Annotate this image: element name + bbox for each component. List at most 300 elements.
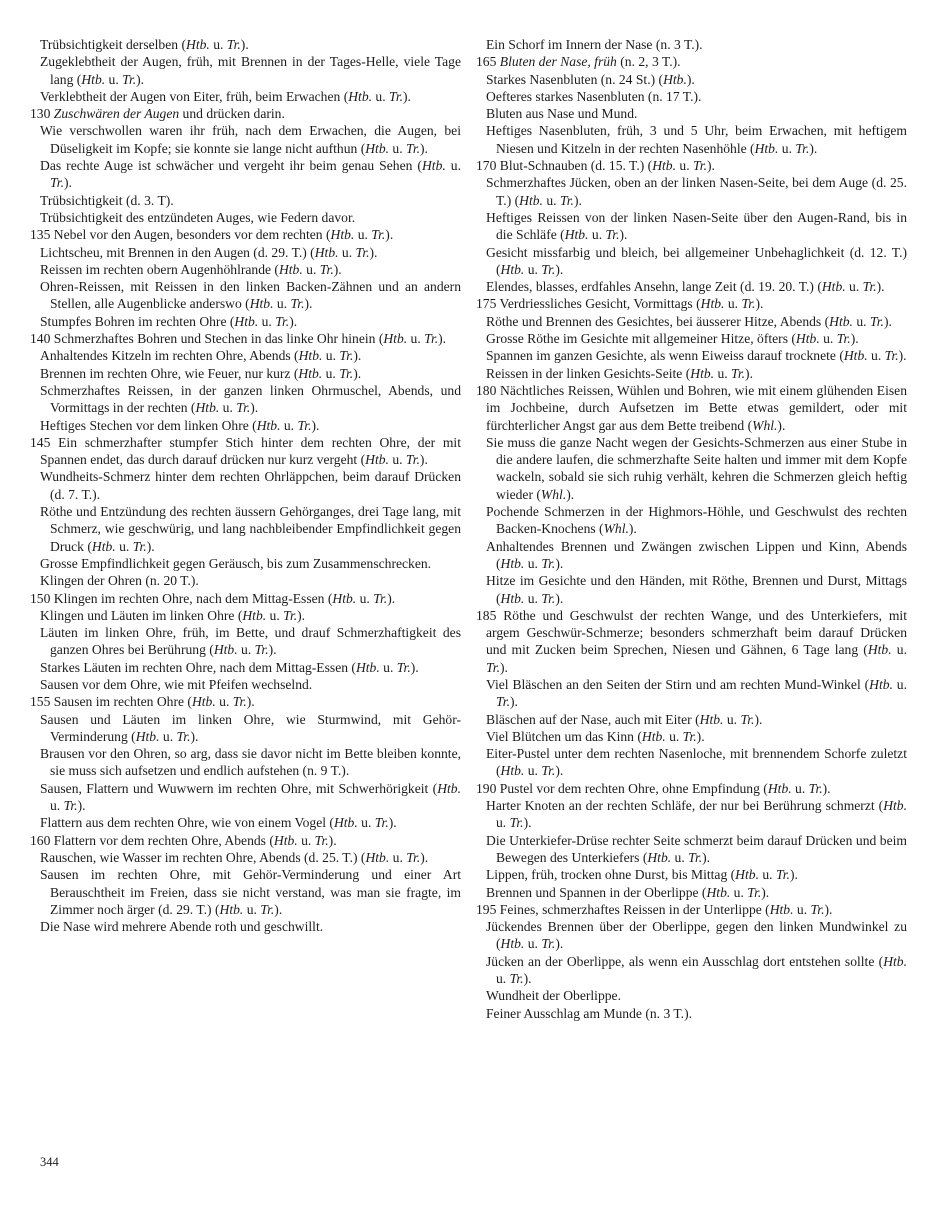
symptom-text: ). [555,590,564,606]
symptom-text: ). [702,849,711,865]
symptom-entry [476,71,907,88]
symptom-entry [476,209,907,244]
symptom-entry [476,1005,907,1022]
symptom-text: Trübsichtigkeit derselben ( [40,37,186,52]
symptom-entry [476,244,907,279]
source-citation: Tr. [688,849,703,865]
symptom-text: u. [852,313,870,329]
symptom-text: ). [555,261,564,277]
symptom-text: Brennen im rechten Ohre, wie Feuer, nur kurz ( [40,365,299,381]
symptom-text: ). [388,815,397,831]
symptom-entry [30,745,461,780]
symptom-text: Schmerzhaftes Bohren und Stechen in das linke Ohr hinein ( [53,331,384,347]
symptom-entry [476,382,907,434]
symptom-entry [30,503,461,555]
symptom-entry [30,607,461,624]
symptom-text: ). [686,71,695,87]
symptom-text: ). [289,313,298,329]
symptom-text: Flattern vor dem rechten Ohre, Abends ( [53,832,274,848]
source-citation: Htb. [500,590,525,606]
symptom-text: ). [883,313,892,329]
symptom-text: ). [353,365,362,381]
symptom-number: 135 [30,227,54,243]
symptom-text: ). [523,971,532,987]
symptom-entry [476,745,907,780]
symptom-text: ). [761,884,770,900]
symptom-text: u. [266,607,284,623]
symptom-entry [30,382,461,417]
source-citation: Tr. [559,192,574,208]
symptom-text: Bläschen auf der Nase, auch mit Eiter ( [486,711,700,727]
symptom-entry [30,866,461,918]
source-citation: Tr. [297,417,312,433]
symptom-text: Stumpfes Bohren im rechten Ohre ( [40,313,235,329]
symptom-text: u. [845,279,863,295]
symptom-text: Ein Schorf im Innern der Nase (n. 3 T.). [486,37,703,52]
symptom-text: ). [190,728,199,744]
symptom-entry [30,814,461,831]
symptom-text: u. [243,901,261,917]
symptom-entry [30,918,461,935]
symptom-text: ). [304,296,313,312]
symptom-text: ). [628,521,637,537]
source-citation: Htb. [795,331,820,347]
symptom-number: 155 [30,694,54,710]
source-citation: Tr. [747,884,762,900]
source-citation: Tr. [741,296,756,312]
symptom-text: u. [388,452,406,468]
symptom-text: u. [215,694,233,710]
symptom-text: und drücken darin. [179,106,285,122]
source-citation: Tr. [808,780,823,796]
source-citation: Htb. [706,884,731,900]
symptom-entry [30,417,461,434]
symptom-text: u. [891,642,907,658]
symptom-text: Verklebtheit der Augen von Eiter, früh, beim Erwachen ( [40,88,349,104]
source-citation: Tr. [541,555,556,571]
symptom-number: 175 [476,296,500,312]
symptom-entry [30,572,461,589]
symptom-text: ). [246,694,255,710]
symptom-text: u. [524,936,542,952]
symptom-number: 160 [30,832,54,848]
symptom-text: u. [407,331,425,347]
source-citation: Tr. [406,140,421,156]
symptom-text: Jückendes Brennen über der Oberlippe, gegen den linken Mundwinkel zu ( [486,919,907,952]
source-citation: Htb. [883,798,907,814]
source-citation: Htb. [700,296,725,312]
symptom-text: ). [353,348,362,364]
source-citation: Tr. [226,37,241,52]
symptom-text: ). [268,642,277,658]
symptom-text: u. [496,971,510,987]
source-citation: Tr. [275,313,290,329]
symptom-text: Sausen vor dem Ohre, wie mit Pfeifen wechselnd. [40,676,313,692]
symptom-text: u. [542,192,560,208]
symptom-text: u. [389,140,407,156]
symptom-entry [476,918,907,953]
source-citation: Htb. [330,227,355,243]
source-citation: Tr. [232,694,247,710]
symptom-entry [476,53,907,70]
source-citation: Tr. [260,901,275,917]
symptom-text: Heftiges Stechen vor dem linken Ohre ( [40,417,257,433]
symptom-text: ). [403,88,411,104]
source-citation: Tr. [374,815,389,831]
source-citation: Htb. [663,71,687,87]
symptom-text: Oefteres starkes Nasenbluten (n. 17 T.). [486,88,702,104]
symptom-text: Zugeklebtheit der Augen, früh, mit Brennen in der Tages-Helle, viele Tage lang ( [40,54,461,87]
symptom-text: Blut-Schnauben (d. 15. T.) ( [499,158,653,174]
symptom-text: Röthe und Entzündung des rechten äussern Gehörganges, drei Tage lang, mit Schmerz, wie geschwürig, und lang nachbleibender Empfindlichkeit gegen Druck ( [40,504,461,554]
symptom-entry [30,676,461,693]
symptom-text: u. [524,763,542,779]
right-column [476,36,907,1022]
symptom-text: Sausen und Läuten im linken Ohre, wie Sturmwind, mit Gehör-Verminderung ( [40,711,461,744]
symptom-number: 180 [476,382,501,398]
symptom-text: Ein schmerzhafter stumpfer Stich hinter dem rechten Ohre, der mit Spannen endet, das durch darauf drücken nur kurz vergeht ( [40,434,461,468]
symptom-text: Das rechte Auge ist schwächer und vergeht ihr beim genau Sehen ( [40,158,422,174]
symptom-entry [476,174,907,209]
source-citation: Htb. [383,331,408,347]
symptom-text: ). [77,798,86,814]
source-citation: Htb. [500,763,525,779]
symptom-text: Verdriessliches Gesicht, Vormittags ( [499,296,701,312]
source-citation: Htb. [767,780,792,796]
source-citation: Tr. [884,348,899,364]
symptom-text: Trübsichtigkeit des entzündeten Auges, wie Federn davor. [40,209,356,225]
source-citation: Zuschwären der Augen [53,106,180,122]
source-citation: Tr. [869,313,884,329]
source-citation: Htb. [195,400,220,416]
symptom-entry [30,330,461,347]
symptom-text: ). [510,694,518,710]
symptom-text: ). [333,261,342,277]
symptom-text: ). [850,331,859,347]
symptom-text: Hitze im Gesichte und den Händen, mit Röthe, Brennen und Durst, Mittags ( [486,573,907,606]
symptom-text: u. [297,832,315,848]
page-number: 344 [40,1155,59,1169]
source-citation: Tr. [509,971,524,987]
symptom-entry [476,953,907,988]
symptom-text: Reissen im rechten obern Augenhöhlrande ( [40,261,279,277]
source-citation: Htb. [348,88,373,104]
source-citation: Htb. [249,296,274,312]
source-citation: Htb. [314,244,339,260]
symptom-entry [476,36,907,53]
symptom-text: Eiter-Pustel unter dem rechten Nasenloche, mit brennendem Schorfe zuletzt ( [486,746,907,779]
symptom-number: 140 [30,331,54,347]
symptom-text: ). [777,417,786,433]
symptom-entry [30,278,461,313]
symptom-text: Starkes Läuten im rechten Ohre, nach dem Mittag-Essen ( [40,659,356,675]
symptom-text: u. [445,158,461,174]
symptom-text: Pustel vor dem rechten Ohre, ohne Empfindung ( [499,780,768,796]
symptom-entry [476,901,907,918]
symptom-text: Reissen in der linken Gesichts-Seite ( [486,365,691,381]
symptom-text: Sie muss die ganze Nacht wegen der Gesichts-Schmerzen aus einer Stube in die andere laufen, die schmerzhafte Seite halten und immer mit dem Kopfe wackeln, sobald sie sich ruhig verhält, kehren die Schmerzen gleich heftig wieder ( [486,434,907,502]
symptom-text: Jücken an der Oberlippe, als wenn ein Ausschlag dort entstehen sollte ( [486,953,884,969]
symptom-text: u. [115,538,133,554]
symptom-entry [476,157,907,174]
symptom-entry [30,209,461,226]
source-citation: Htb. [219,901,244,917]
symptom-entry [30,365,461,382]
symptom-entry [476,711,907,728]
symptom-text: u. [791,780,809,796]
source-citation: Htb. [298,348,323,364]
symptom-text: ). [297,607,306,623]
source-citation: Tr. [355,244,370,260]
symptom-text: u. [280,417,298,433]
source-citation: Tr. [740,711,755,727]
source-citation: Htb. [843,348,868,364]
symptom-text: ). [898,348,907,364]
symptom-text: u. [730,884,748,900]
source-citation: Tr. [731,365,746,381]
symptom-entry [30,313,461,330]
symptom-text: ). [419,452,428,468]
source-citation: Tr. [541,590,556,606]
source-citation: Htb. [564,227,589,243]
symptom-text: Klingen der Ohren (n. 20 T.). [40,573,199,589]
symptom-text: Gesicht missfarbig und bleich, bei allgemeiner Unbehaglichkeit (d. 12. T.) ( [486,244,907,277]
symptom-entry [30,36,461,53]
source-citation: Htb. [641,728,666,744]
source-citation: Tr. [682,728,697,744]
symptom-entry [30,192,461,209]
symptom-text: Sausen im rechten Ohre ( [53,694,192,710]
symptom-entry [30,244,461,261]
symptom-text: u. [793,901,811,917]
symptom-entry [476,365,907,382]
source-citation: Tr. [496,694,510,710]
source-citation: Tr. [63,798,78,814]
source-citation: Htb. [652,158,676,174]
source-citation: Tr. [775,867,790,883]
source-citation: Htb. [500,261,525,277]
source-citation: Htb. [690,365,715,381]
symptom-text: Nebel vor den Augen, besonders vor dem rechten ( [53,227,331,243]
source-citation: Tr. [373,590,388,606]
symptom-text: Viel Bläschen an den Seiten der Stirn und am rechten Mund-Winkel ( [486,676,870,692]
symptom-entry [30,659,461,676]
symptom-text: Heftiges Nasenbluten, früh, 3 und 5 Uhr, beim Erwachen, mit heftigem Niesen und Kitzeln in der rechten Nasenhöhle ( [486,123,907,156]
symptom-text: Nächtliches Reissen, Wühlen und Bohren, wie mit einem glühenden Eisen im Jochbeine, durch Aufsetzen im Bette etwas gemildert, oder mit fürchterlicher Angst gar aus dem Bette treibend ( [486,382,907,433]
source-citation: Tr. [50,175,64,191]
symptom-text: Lippen, früh, trocken ohne Durst, bis Mittag ( [486,867,736,883]
symptom-text: ). [696,728,705,744]
symptom-text: Wundheit der Oberlippe. [486,988,621,1004]
source-citation: Htb. [829,313,853,329]
symptom-entry [476,88,907,105]
source-citation: Htb. [869,676,893,692]
source-citation: Htb. [365,140,390,156]
symptom-text: Läuten im linken Ohre, früh, im Bette, und drauf Schmerzhaftigkeit des ganzen Ohres bei Berührung ( [40,625,461,658]
symptom-text: u. [219,400,237,416]
symptom-text: Feines, schmerzhaftes Reissen in der Unterlippe ( [499,901,770,917]
symptom-text: Rauschen, wie Wasser im rechten Ohre, Abends (d. 25. T.) ( [40,849,366,865]
symptom-text: u. [105,71,123,87]
symptom-text: (n. 2, 3 T.). [616,54,681,70]
symptom-text: u. [665,728,683,744]
source-citation: Htb. [500,555,525,571]
source-citation: Htb. [298,365,323,381]
symptom-text: u. [892,676,907,692]
symptom-text: u. [758,867,776,883]
symptom-text: ). [311,417,320,433]
symptom-entry [476,347,907,364]
symptom-text: Wundheits-Schmerz hinter dem rechten Ohrläppchen, beim darauf Drücken (d. 7. T.). [40,469,461,502]
symptom-text: ). [566,486,575,502]
symptom-text: u. [273,296,291,312]
symptom-text: ). [369,244,378,260]
symptom-text: u. [357,815,375,831]
source-citation: Htb. [769,901,794,917]
symptom-entry [30,624,461,659]
source-citation: Htb. [278,261,303,277]
source-citation: Tr. [541,763,556,779]
symptom-text: ). [420,849,429,865]
symptom-text: u. [237,642,255,658]
source-citation: Htb. [355,659,380,675]
source-citation: Htb. [735,867,759,883]
symptom-text: ). [573,192,582,208]
symptom-text: ). [876,279,885,295]
symptom-text: ). [755,296,764,312]
symptom-text: Grosse Röthe im Gesichte mit allgemeiner Hitze, öfters ( [486,331,796,347]
symptom-text: Schmerzhaftes Jücken, oben an der linken Nasen-Seite, bei dem Auge (d. 25. T.) ( [486,175,907,208]
symptom-text: Sausen, Flattern und Wuwwern im rechten Ohre, mit Schwerhörigkeit ( [40,780,438,796]
source-citation: Htb. [883,953,907,969]
source-citation: Tr. [509,815,524,831]
symptom-number: 130 [30,106,54,122]
symptom-text: ). [824,901,833,917]
source-citation: Htb. [821,279,846,295]
symptom-text: u. [524,261,542,277]
symptom-text: u. [723,711,741,727]
symptom-entry [30,434,461,469]
source-citation: Htb. [867,642,892,658]
symptom-text: u. [356,590,374,606]
source-citation: Tr. [605,227,620,243]
symptom-text: Starkes Nasenbluten (n. 24 St.) ( [486,71,664,87]
source-citation: Htb. [519,192,543,208]
source-citation: Tr. [389,88,404,104]
source-citation: Htb. [186,37,210,52]
symptom-text: Heftiges Reissen von der linken Nasen-Seite über den Augen-Rand, bis in die Schläfe ( [486,209,907,243]
symptom-entry [476,832,907,867]
symptom-entry [30,157,461,192]
symptom-number: 185 [476,607,504,623]
symptom-text: u. [338,244,356,260]
symptom-text: ). [410,659,419,675]
symptom-text: ). [500,659,508,675]
source-citation: Htb. [333,815,358,831]
symptom-entry [476,797,907,832]
source-citation: Tr. [486,659,500,675]
source-citation: Tr. [290,296,305,312]
symptom-entry [30,53,461,88]
source-citation: Tr. [693,158,707,174]
source-citation: Tr. [176,728,191,744]
source-citation: Htb. [754,140,779,156]
symptom-text: ). [555,763,564,779]
symptom-text: ). [555,936,564,952]
symptom-text: Pochende Schmerzen in der Highmors-Höhle, und Geschwulst des rechten Backen-Knochens ( [486,504,907,537]
symptom-text: ). [64,175,72,191]
symptom-text: ). [146,538,155,554]
symptom-text: Brausen vor den Ohren, so arg, dass sie davor nicht im Bette bleiben konnte, sie muss sich aufsetzen und endlich aufstehen (n. 9 T.). [40,746,461,779]
symptom-text: u. [867,348,885,364]
source-citation: Tr. [541,936,556,952]
symptom-text: u. [258,313,276,329]
symptom-number: 190 [476,780,500,796]
source-citation: Htb. [256,417,281,433]
symptom-entry [476,866,907,883]
symptom-text: ). [240,37,249,52]
source-citation: Tr. [406,849,421,865]
source-citation: Tr. [862,279,877,295]
symptom-entry [476,607,907,676]
source-citation: Tr. [236,400,251,416]
symptom-entry [476,503,907,538]
symptom-text: Grosse Empfindlichkeit gegen Geräusch, bis zum Zusammenschrecken. [40,555,432,571]
source-citation: Tr. [424,331,439,347]
symptom-text: ). [822,780,831,796]
symptom-text: Flattern aus dem rechten Ohre, wie von einem Vogel ( [40,815,334,831]
source-citation: Htb. [647,849,672,865]
source-citation: Bluten der Nase, früh [499,54,617,70]
source-citation: Tr. [371,227,386,243]
symptom-text: ). [809,140,818,156]
symptom-entry [30,693,461,710]
symptom-text: Elendes, blasses, erdfahles Ansehn, lange Zeit (d. 19. 20. T.) ( [486,279,822,295]
symptom-text: u. [322,348,340,364]
source-citation: Tr. [405,452,420,468]
symptom-entry [30,122,461,157]
symptom-entry [476,278,907,295]
symptom-text: Sausen im rechten Ohre, mit Gehör-Verminderung und einer Art Berauschtheit im Freien, dass sie nicht verstand, was man sie fragte, im Zimmer noch ärger (d. 29. T.) ( [40,867,461,917]
symptom-entry [30,711,461,746]
source-citation: Htb. [234,313,259,329]
source-citation: Tr. [254,642,269,658]
symptom-text: u. [588,227,606,243]
symptom-entry [30,226,461,243]
symptom-text: u. [496,815,510,831]
source-citation: Tr. [836,331,851,347]
source-citation: Tr. [132,538,147,554]
symptom-text: Brennen und Spannen in der Oberlippe ( [486,884,707,900]
source-citation: Whl. [603,521,629,537]
symptom-text: ). [250,400,259,416]
symptom-text: Röthe und Brennen des Gesichtes, bei äusserer Hitze, Abends ( [486,313,830,329]
symptom-text: Harter Knoten an der rechten Schläfe, der nur bei Berührung schmerzt ( [486,798,884,814]
symptom-entry [30,849,461,866]
symptom-entry [476,313,907,330]
symptom-number: 165 [476,54,500,70]
source-citation: Htb. [365,849,390,865]
symptom-text: Klingen im rechten Ohre, nach dem Mittag-Essen ( [53,590,333,606]
symptom-text: u. [209,37,227,52]
source-citation: Htb. [213,642,238,658]
symptom-entry [476,434,907,503]
source-citation: Tr. [314,832,329,848]
source-citation: Whl. [752,417,778,433]
symptom-entry [30,88,461,105]
symptom-text: Feiner Ausschlag am Munde (n. 3 T.). [486,1005,693,1021]
symptom-text: Die Unterkiefer-Drüse rechter Seite schmerzt beim darauf Drücken und beim Bewegen des Unterkiefers ( [486,832,907,865]
